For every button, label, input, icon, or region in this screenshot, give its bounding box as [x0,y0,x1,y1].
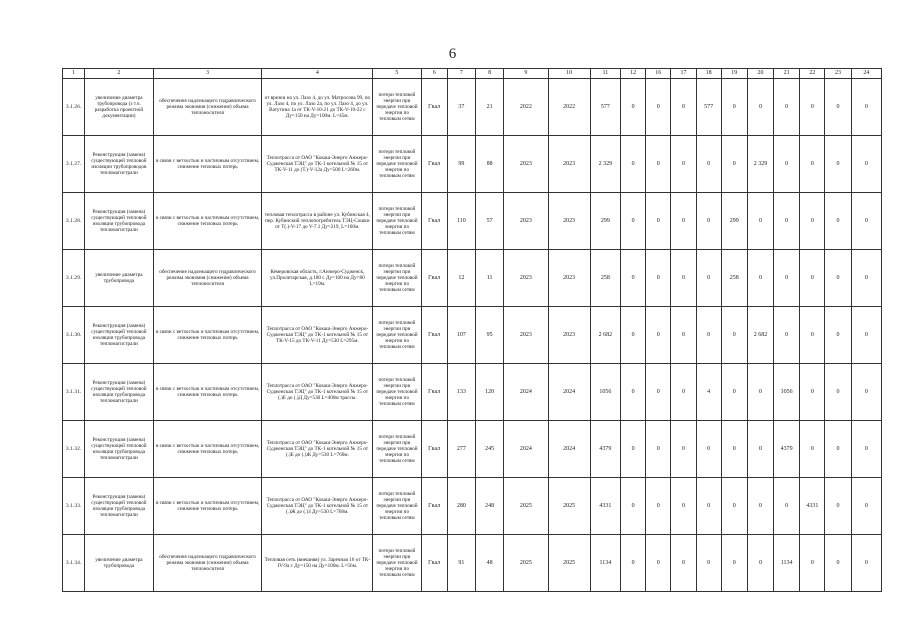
table-cell: 2023 [504,193,548,250]
table-cell: 0 [646,478,671,535]
table-cell: 133 [447,364,475,421]
table-cell: Теплотрасса от ОАО "Кокаш-Энерго Анжеро-Судженская ТЭЦ" до ТК-1 котельной № 15 от ТК-V-11 до (Т.)-V-12а Ду=500 L=260м. [262,136,373,193]
table-cell: 0 [671,79,696,136]
table-cell: 577 [696,79,721,136]
table-cell: 0 [825,79,851,136]
table-cell: 0 [696,136,721,193]
column-number-cell: 17 [671,69,696,79]
table-cell: увеличение диаметра трубопровода (з т.ч. разработка проектной документации) [85,79,154,136]
table-cell: 0 [696,421,721,478]
table-cell: Реконструкция (замена) существующей тепловой изоляции трубопровода тепломагистрали [85,478,154,535]
table-cell: 2022 [548,79,590,136]
column-number-cell: 7 [447,69,475,79]
table-row [63,250,882,307]
table-cell: 57 [475,193,503,250]
table-cell: 0 [671,478,696,535]
table-cell: 0 [671,250,696,307]
table-cell: 2 329 [747,136,773,193]
table-cell: 99 [447,136,475,193]
table-cell: 299 [721,193,747,250]
column-number-cell: 10 [548,69,590,79]
column-number-cell: 6 [421,69,447,79]
table-cell: 1134 [590,535,620,592]
table-row [63,478,882,535]
table-cell: в связи с ветхостью и частичным отсутствием, снижение тепловых потерь [153,364,262,421]
table-cell: 0 [621,421,646,478]
column-number-cell: 21 [774,69,800,79]
table-cell: 2023 [548,250,590,307]
table-cell: 0 [671,535,696,592]
table-cell: 0 [646,364,671,421]
table-cell: в связи с ветхостью и частичным отсутствием, снижение тепловых потерь [153,193,262,250]
column-number-cell: 12 [621,69,646,79]
table-cell: потери тепловой энергии при передаче тепловой энергии по тепловым сетям [373,250,421,307]
row-code-cell: 3.1.27. [63,136,85,193]
table-cell: 0 [721,136,747,193]
table-row [63,136,882,193]
table-cell: тепловая теплотрасса в районе ул. Кубинская 4, пер. Кубинский теплопотребитель ТЭЦ-Сошки от Т(.)-V-17 до V-7.1 Ду=219, L=160м. [262,193,373,250]
table-cell: 0 [825,307,851,364]
table-cell: 0 [646,535,671,592]
table-cell: 258 [721,250,747,307]
table-cell: потери тепловой энергии при передаче тепловой энергии по тепловым сетям [373,79,421,136]
table-cell: 0 [721,535,747,592]
table-cell: 4 [696,364,721,421]
row-code-cell: 3.1.33. [63,478,85,535]
table-cell: Реконструкция (замена) существующей тепловой изоляции трубопроводов тепломагистрали [85,136,154,193]
table-cell: 0 [646,250,671,307]
table-cell: 2025 [548,535,590,592]
table-cell: 0 [747,535,773,592]
table-cell: Тепловая сеть (внешняя) ул. Заречная 16 от ТК-IV-9а с Ду=150 на Ду=100м. L=56м. [262,535,373,592]
table-cell: 0 [621,364,646,421]
table-cell: 12 [447,250,475,307]
table-cell: потери тепловой энергии при передаче тепловой энергии по тепловым сетям [373,421,421,478]
column-number-cell: 1 [63,69,85,79]
row-code-cell: 3.1.28. [63,193,85,250]
table-cell: 0 [851,307,881,364]
table-cell: в связи с ветхостью и частичным отсутствием, снижение тепловых потерь [153,136,262,193]
measures-table [62,68,882,592]
table-cell: 2 682 [747,307,773,364]
table-cell: 0 [671,136,696,193]
table-cell: потери тепловой энергии при передаче тепловой энергии по тепловым сетям [373,307,421,364]
column-number-cell: 11 [590,69,620,79]
table-cell: 2023 [504,136,548,193]
table-row [63,193,882,250]
table-cell: 48 [475,535,503,592]
table-cell: 245 [475,421,503,478]
table-cell: 577 [590,79,620,136]
table-row [63,79,882,136]
table-cell: 0 [774,250,800,307]
column-number-cell: 2 [85,69,154,79]
column-number-cell: 8 [475,69,503,79]
table-cell: 37 [447,79,475,136]
table-cell: 107 [447,307,475,364]
table-cell: 0 [696,307,721,364]
table-cell: в связи с ветхостью и частичным отсутствием, снижение тепловых потерь [153,478,262,535]
table-cell: обеспечение надлежащего гидравлического режима экономия (снижение) объема теплоносителя [153,250,262,307]
table-cell: 0 [851,79,881,136]
table-cell: 2024 [504,364,548,421]
page-number: 6 [448,46,457,62]
table-cell: 0 [825,250,851,307]
table-cell: 0 [721,478,747,535]
table-cell: 0 [671,193,696,250]
table-cell: 2 682 [590,307,620,364]
table-cell: 21 [475,79,503,136]
table-cell: 1134 [774,535,800,592]
table-cell: 120 [475,364,503,421]
table-cell: 0 [747,478,773,535]
table-cell: 0 [851,535,881,592]
table-cell: 4331 [800,478,825,535]
table-cell: 0 [851,193,881,250]
table-cell: 0 [851,136,881,193]
table-cell: 2023 [548,307,590,364]
table-cell: Реконструкция (замена) существующей тепловой изоляции трубопровода тепломагистрали [85,364,154,421]
table-cell: 0 [851,364,881,421]
table-cell: Теплотрасса от ОАО "Кокаш-Энерго Анжеро-Судженская ТЭЦ" до ТК-1 котельной № 15 от (.)Ж до (.)З Ду=530 L=768м. [262,478,373,535]
table-cell: 0 [747,421,773,478]
table-cell: Гкал [421,535,447,592]
table-cell: 0 [851,478,881,535]
table-cell: 0 [721,364,747,421]
row-code-cell: 3.1.32. [63,421,85,478]
table-cell: 0 [747,193,773,250]
table-cell: Теплотрасса от ОАО "Кокаш-Энерго Анжеро-Судженская ТЭЦ" до ТК-1 котельной № 15 от (.)Е до (.)Ж Ду=530 L=760м. [262,421,373,478]
table-cell: 0 [774,79,800,136]
row-code-cell: 3.1.29. [63,250,85,307]
table-cell: 0 [800,136,825,193]
table-cell: 0 [825,535,851,592]
table-cell: 0 [800,364,825,421]
table-cell: потери тепловой энергии при передаче тепловой энергии по тепловым сетям [373,136,421,193]
table-cell: 0 [621,136,646,193]
table-cell: Гкал [421,250,447,307]
column-number-cell: 18 [696,69,721,79]
column-number-cell: 24 [851,69,881,79]
header-row [63,69,882,79]
table-cell: 0 [646,79,671,136]
table-cell: 0 [671,307,696,364]
table-cell: 0 [851,250,881,307]
table-cell: 0 [851,421,881,478]
table-cell: 0 [621,535,646,592]
row-code-cell: 3.1.26. [63,79,85,136]
table-cell: Реконструкция (замена) существующей тепловой изоляции трубопровода тепломагистрали [85,307,154,364]
table-cell: Гкал [421,478,447,535]
table-cell: 0 [825,136,851,193]
table-cell: потери тепловой энергии при передаче тепловой энергии по тепловым сетям [373,535,421,592]
table-cell: обеспечение надлежащего гидравлического режима экономия (снижение) объема теплоносителя [153,79,262,136]
column-number-cell: 19 [721,69,747,79]
table-cell: 0 [646,307,671,364]
table-cell: 2024 [504,421,548,478]
table-cell: 277 [447,421,475,478]
table-cell: 2025 [504,535,548,592]
column-number-cell: 20 [747,69,773,79]
column-number-cell: 9 [504,69,548,79]
table-cell: 2023 [548,136,590,193]
table-cell: 2023 [504,307,548,364]
table-cell: 1056 [590,364,620,421]
table-cell: 0 [825,421,851,478]
table-cell: 0 [747,79,773,136]
table-cell: Гкал [421,193,447,250]
table-cell: 0 [621,250,646,307]
table-cell: потери тепловой энергии при передаче тепловой энергии по тепловым сетям [373,193,421,250]
table-cell: 0 [800,250,825,307]
table-cell: 2025 [548,478,590,535]
table-cell: 2023 [504,250,548,307]
table-cell: 2 329 [590,136,620,193]
table-cell: Кемеровская область, г.Анжеро-Судженск, ул.Пролетарская, д.180 с Ду=100 на Ду=80 L=19м. [262,250,373,307]
table-cell: 0 [747,250,773,307]
table-cell: 88 [475,136,503,193]
table-cell: 0 [621,307,646,364]
table-cell: обеспечение надлежащего гидравлического режима экономия (снижение) объема теплоносителя [153,535,262,592]
row-code-cell: 3.1.31. [63,364,85,421]
row-code-cell: 3.1.30. [63,307,85,364]
table-cell: Гкал [421,421,447,478]
table-cell: 0 [671,421,696,478]
table-cell: 2023 [548,193,590,250]
table-cell: 1056 [774,364,800,421]
table-cell: 0 [621,478,646,535]
table-cell: 0 [774,136,800,193]
table-cell: 0 [646,421,671,478]
table-cell: 0 [646,136,671,193]
table-cell: 0 [800,79,825,136]
table-cell: 95 [475,307,503,364]
column-number-cell: 4 [262,69,373,79]
table-cell: 2025 [504,478,548,535]
table-cell: в связи с ветхостью и частичным отсутствием, снижение тепловых потерь [153,307,262,364]
table-cell: 0 [696,250,721,307]
table-cell: 4379 [590,421,620,478]
table-cell: 0 [721,79,747,136]
table-cell: 0 [774,193,800,250]
table-cell: 0 [774,478,800,535]
table-cell: 2024 [548,421,590,478]
table-cell: 2024 [548,364,590,421]
table-cell: 0 [646,193,671,250]
table-cell: потери тепловой энергии при передаче тепловой энергии по тепловым сетям [373,478,421,535]
table-cell: Гкал [421,307,447,364]
table-cell: Теплотрасса от ОАО "Кокаш-Энерго Анжеро-Судженская ТЭЦ" до ТК-1 котельной № 15 от (.)Е до (.)Д Ду=530 L=400м трассы. [262,364,373,421]
table-cell: в связи с ветхостью и частичным отсутствием, снижение тепловых потерь [153,421,262,478]
table-cell: потери тепловой энергии при передаче тепловой энергии по тепловым сетям [373,364,421,421]
table-cell: 0 [696,478,721,535]
table-row [63,421,882,478]
table-cell: увеличение диаметра трубопровода [85,535,154,592]
table-cell: 0 [696,535,721,592]
table-cell: 91 [447,535,475,592]
table-cell: 4379 [774,421,800,478]
table-cell: 110 [447,193,475,250]
table-cell: 0 [721,307,747,364]
table-cell: от врезки на ул. Лазо 4, до ул. Матросова 99, по ул. Лазо 4, по ул. Лазо 2а, по ул. Лазо 4, до ул. Ватутина 1а от ТК-V-10-21 до ТК-V-10-22 с Ду=150 на Ду=100м. L=45м. [262,79,373,136]
table-cell: 0 [747,364,773,421]
table-row [63,535,882,592]
table-cell: 2022 [504,79,548,136]
table-cell: 258 [590,250,620,307]
column-number-cell: 22 [800,69,825,79]
column-number-cell: 5 [373,69,421,79]
table-cell: Гкал [421,136,447,193]
table-cell: 0 [800,193,825,250]
table-cell: Гкал [421,79,447,136]
table-cell: Теплотрасса от ОАО "Кокаш-Энерго Анжеро-Судженская ТЭЦ" до ТК-1 котельной № 15 от ТК-V-15 до ТК-V-11 Ду=530 L=295м. [262,307,373,364]
table-cell: 0 [721,421,747,478]
table-cell: 0 [800,421,825,478]
table-cell: 248 [475,478,503,535]
table-cell: 0 [671,364,696,421]
table-cell: увеличение диаметра трубопровода [85,250,154,307]
table-cell: 280 [447,478,475,535]
table-row [63,307,882,364]
table-cell: Гкал [421,364,447,421]
table-cell: 11 [475,250,503,307]
table-cell: 299 [590,193,620,250]
table-cell: 0 [800,307,825,364]
table-cell: 0 [774,307,800,364]
table-cell: 0 [825,478,851,535]
table-cell: 0 [800,535,825,592]
table-cell: 4331 [590,478,620,535]
table-cell: 0 [621,79,646,136]
table-cell: Реконструкция (замена) существующей тепловой изоляции трубопровода тепломагистрали [85,421,154,478]
table-cell: 0 [696,193,721,250]
column-number-cell: 23 [825,69,851,79]
table-cell: 0 [825,193,851,250]
column-number-cell: 16 [646,69,671,79]
row-code-cell: 3.1.34. [63,535,85,592]
table-cell: 0 [621,193,646,250]
table-cell: Реконструкция (замена) существующей тепловой изоляции трубопровода тепломагистрали [85,193,154,250]
column-number-cell: 3 [153,69,262,79]
table-cell: 0 [825,364,851,421]
table-row [63,364,882,421]
